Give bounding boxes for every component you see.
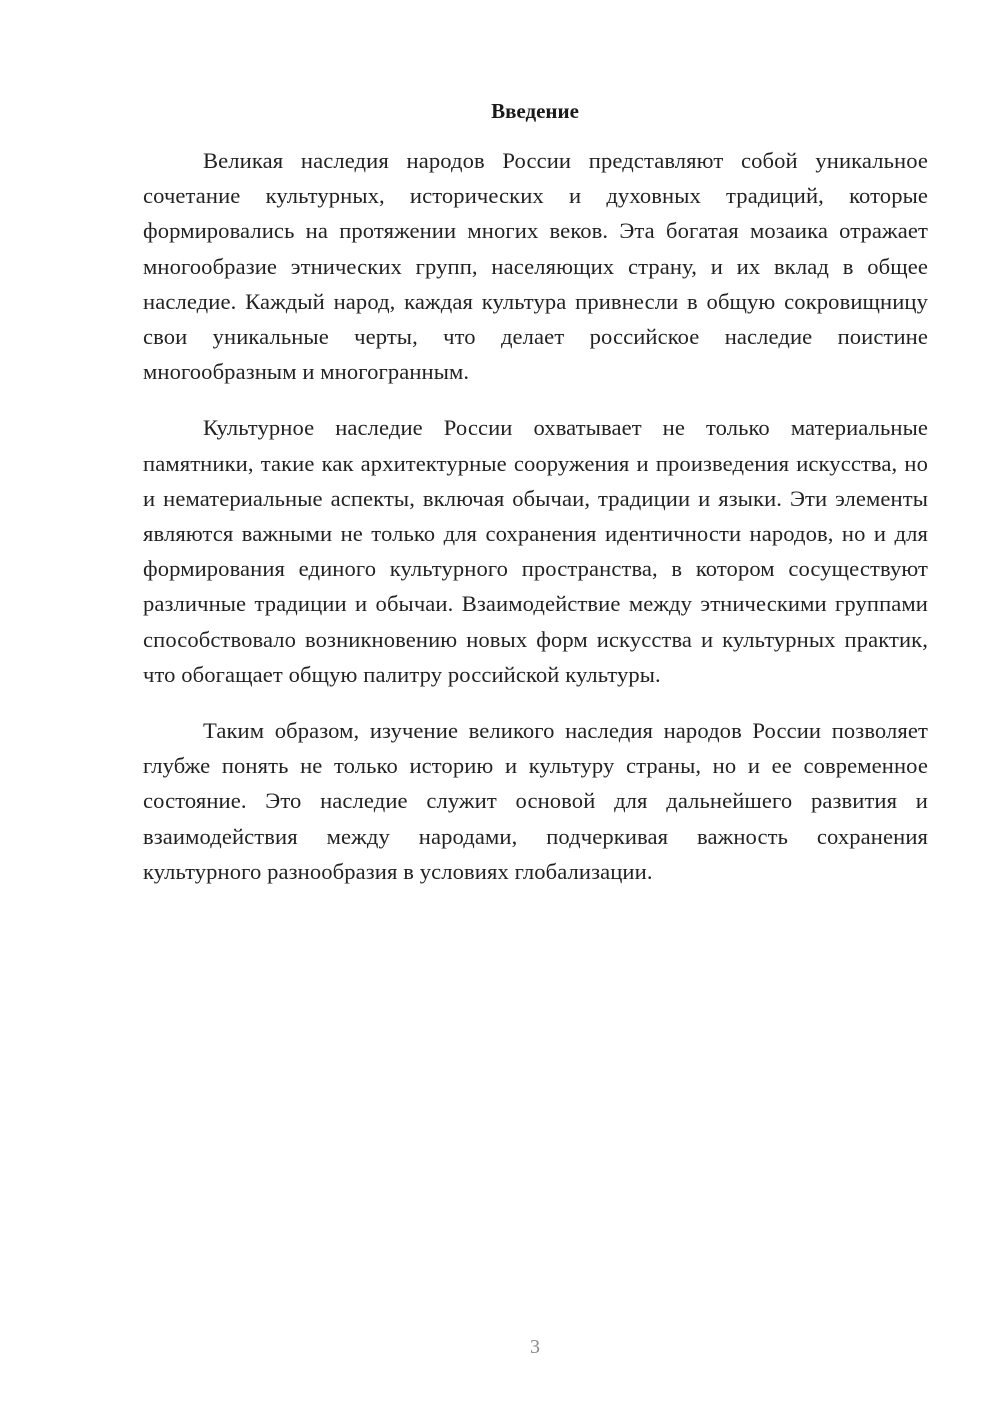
page-title: Введение [491,99,579,123]
paragraph-1: Великая наследия народов России представляют собой уникальное сочетание культурных, исторических и духовных традиций, которые формировались на протяжении многих веков. Эта богатая мозаика отражает многообразие этнических групп, населяющих страну, и их вклад в общее наследие. Каждый народ, каждая культура привнесли в общую сокровищницу свои уникальные черты, что делает российское наследие поистине многообразным и многогранным. [143,148,928,385]
paragraph-3: Таким образом, изучение великого наследия народов России позволяет глубже понять не только историю и культуру страны, но и ее современное состояние. Это наследие служит основой для дальнейшего развития и взаимодействия между народами, подчеркивая важность сохранения культурного разнообразия в условиях глобализации. [143,718,928,884]
page-number: 3 [530,1336,540,1358]
document-body [143,143,928,910]
paragraph-2: Культурное наследие России охватывает не только материальные памятники, такие как архитектурные сооружения и произведения искусства, но и нематериальные аспекты, включая обычаи, традиции и языки. Эти элементы являются важными не только для сохранения идентичности народов, но и для формирования единого культурного пространства, в котором сосуществуют различные традиции и обычаи. Взаимодействие между этническими группами способствовало возникновению новых форм искусства и культурных практик, что обогащает общую палитру российской культуры. [143,415,928,687]
